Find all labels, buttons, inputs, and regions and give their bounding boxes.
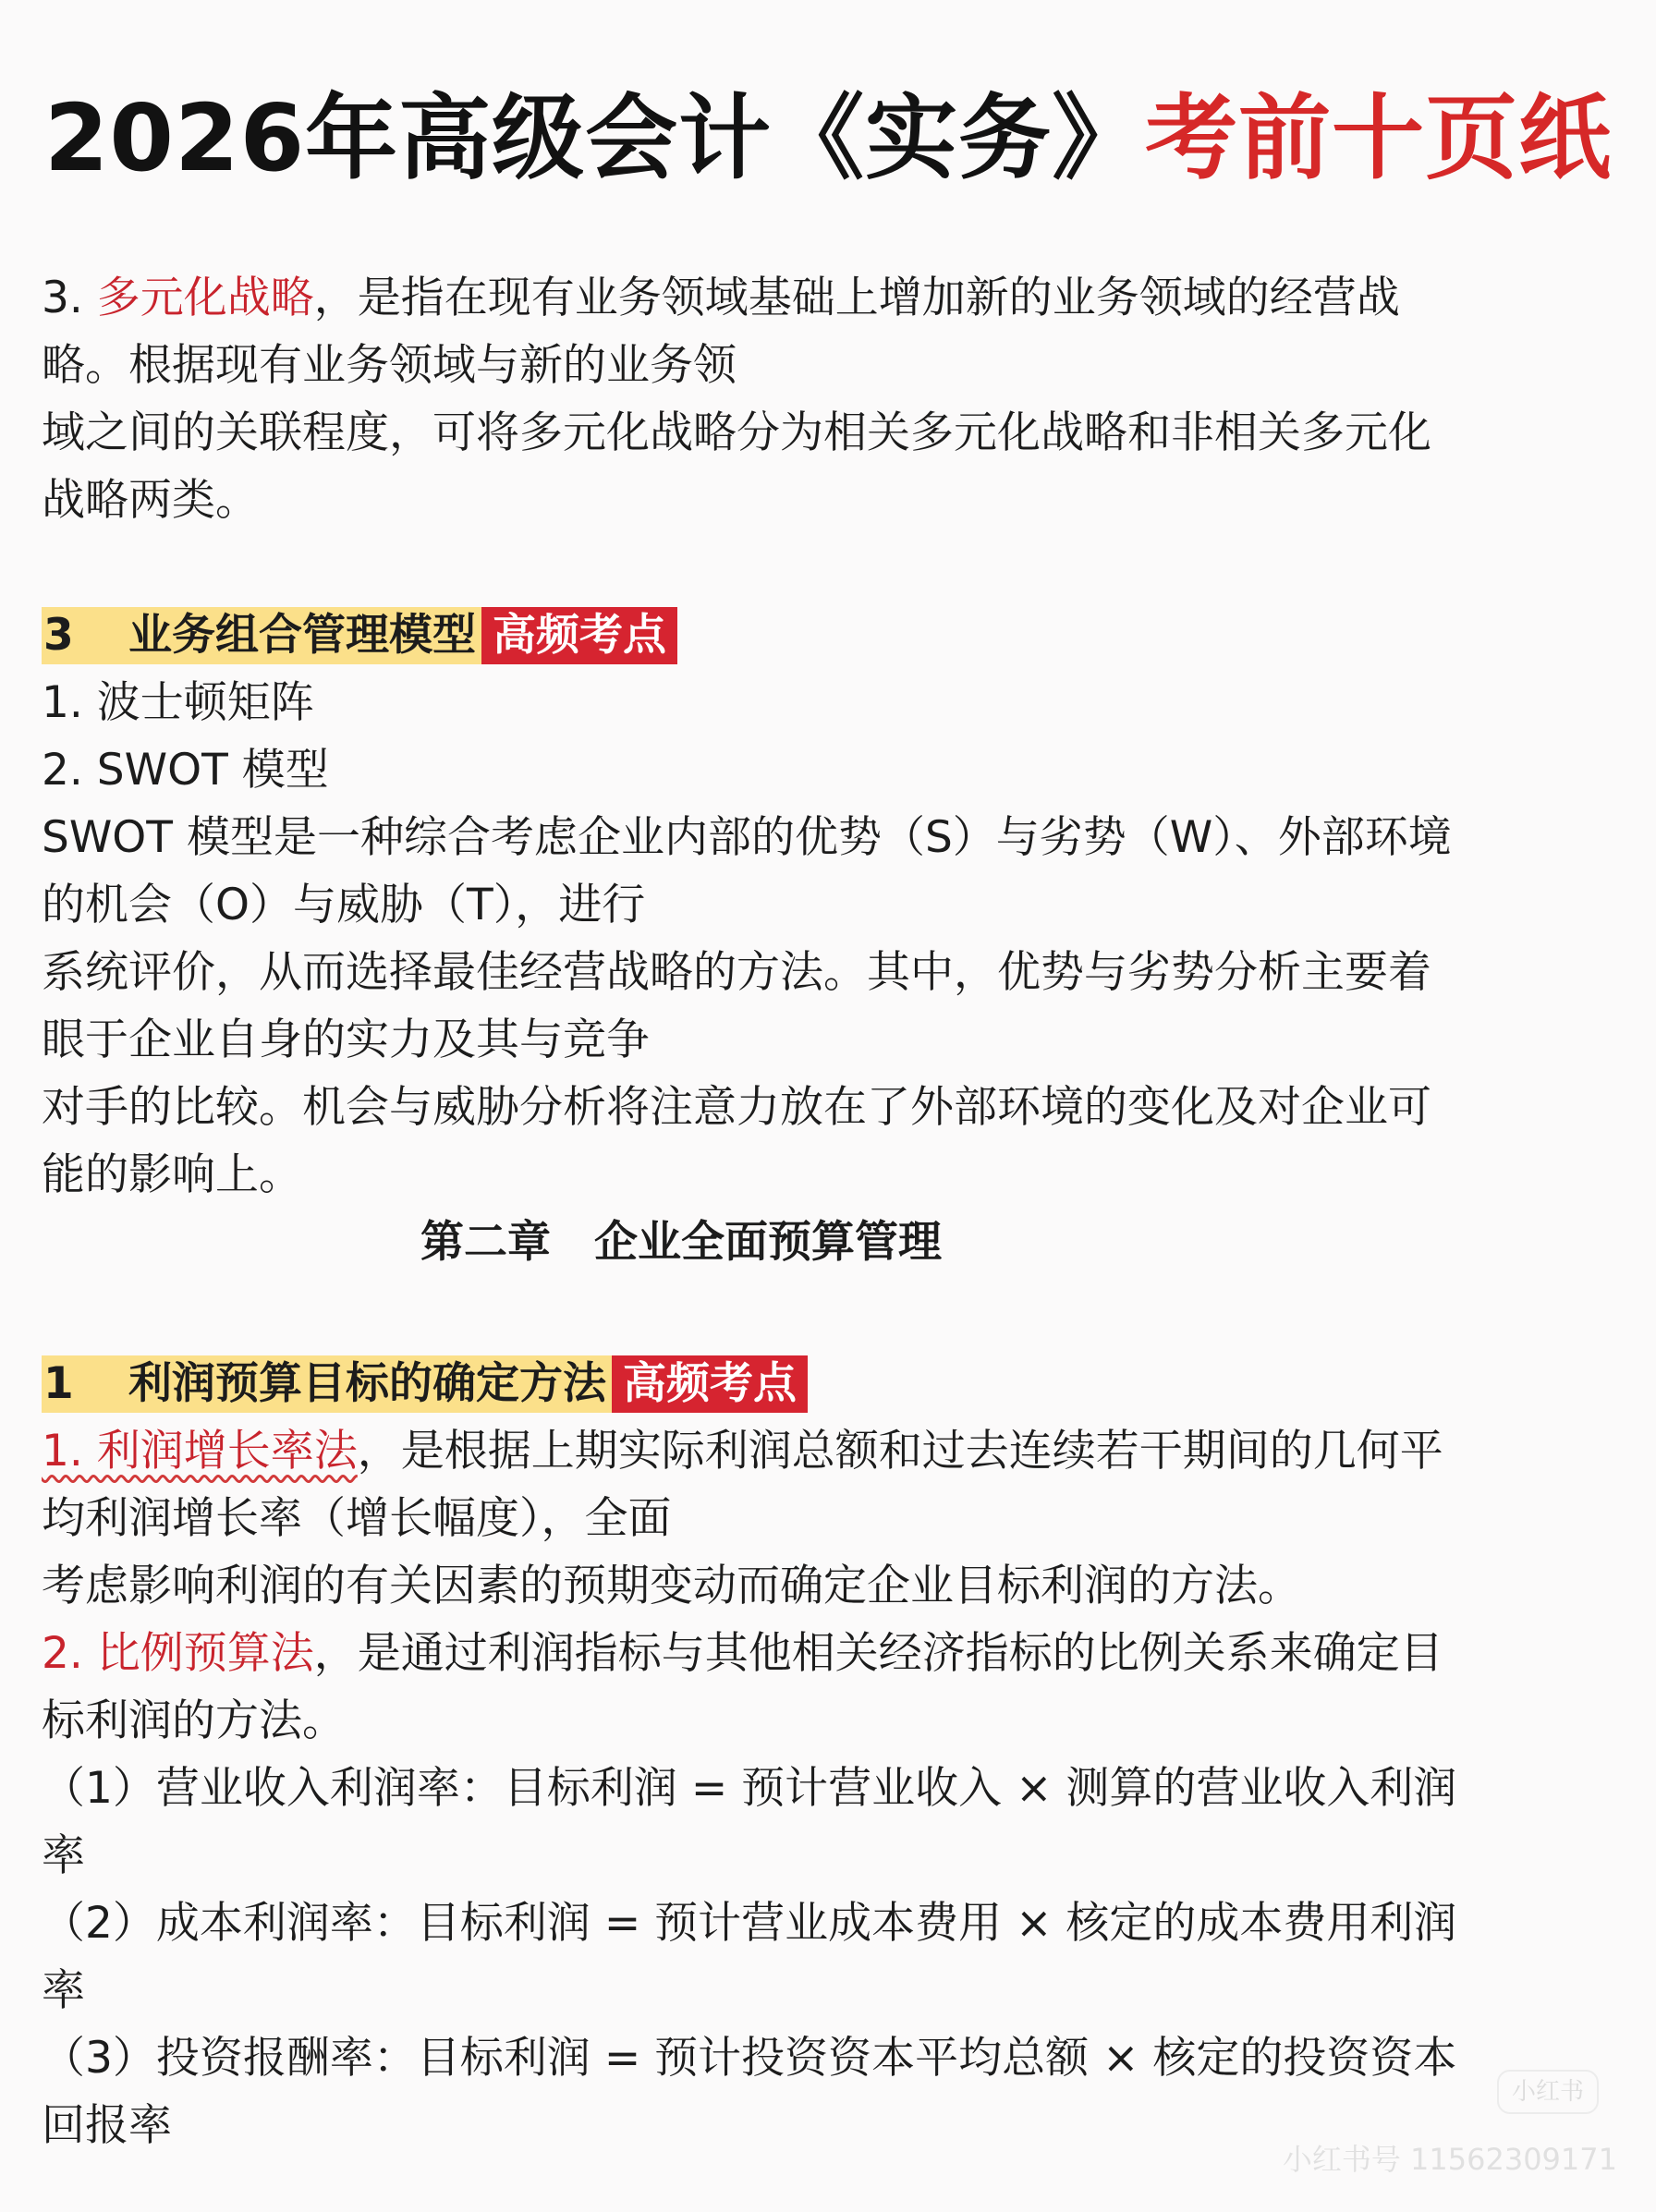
paragraph-line: 3. 多元化战略，是指在现有业务领域基础上增加新的业务领域的经营战 — [42, 273, 1400, 323]
document-body — [42, 264, 1622, 2159]
spacer — [42, 1313, 1622, 1350]
paragraph-line: 标利润的方法。 — [42, 1695, 346, 1746]
paragraph-line: 2. 比例预算法，是通过利润指标与其他相关经济指标的比例关系来确定目 — [42, 1628, 1443, 1679]
section-heading — [42, 1350, 1622, 1417]
highlight-term: 多元化战略 — [96, 273, 314, 323]
formula-line: （3）投资报酬率：目标利润 = 预计投资资本平均总额 × 核定的投资资本 — [42, 2033, 1457, 2084]
paragraph-line: 略。根据现有业务领域与新的业务领 — [42, 340, 737, 391]
paragraph-line: 能的影响上。 — [42, 1149, 302, 1200]
paragraph-line: SWOT 模型是一种综合考虑企业内部的优势（S）与劣势（W）、外部环境 — [42, 812, 1452, 863]
chapter-heading: 第二章 企业全面预算管理 — [420, 1217, 942, 1268]
paragraph-line: 的机会（O）与威胁（T），进行 — [42, 880, 646, 930]
paragraph-line: 眼于企业自身的实力及其与竞争 — [42, 1015, 650, 1065]
highlight-term: 2. 比例预算法 — [42, 1628, 314, 1679]
highlight-term: 1. 利润增长率法 — [42, 1426, 358, 1477]
section-title: 1 利润预算目标的确定方法 — [42, 1355, 612, 1413]
paragraph-line: 域之间的关联程度，可将多元化战略分为相关多元化战略和非相关多元化 — [42, 407, 1431, 458]
frequency-badge: 高频考点 — [612, 1355, 808, 1413]
paragraph-line: 均利润增长率（增长幅度），全面 — [42, 1493, 672, 1544]
paragraph-line: 1. 波士顿矩阵 — [42, 677, 314, 728]
section-heading — [42, 602, 1622, 669]
spacer — [42, 1276, 1622, 1313]
formula-line: （2）成本利润率：目标利润 = 预计营业成本费用 × 核定的成本费用利润 — [42, 1898, 1457, 1949]
formula-line: 率 — [42, 1830, 85, 1881]
paragraph-line: 战略两类。 — [42, 475, 259, 526]
section-title: 3 业务组合管理模型 — [42, 607, 481, 664]
spacer — [42, 534, 1622, 602]
formula-line: 回报率 — [42, 2100, 172, 2151]
paragraph-line: 对手的比较。机会与威胁分析将注意力放在了外部环境的变化及对企业可 — [42, 1082, 1431, 1133]
paragraph-line: 考虑影响利润的有关因素的预期变动而确定企业目标利润的方法。 — [42, 1561, 1301, 1611]
page-title — [0, 79, 1656, 199]
title-main: 2026年高级会计《实务》 — [43, 84, 1146, 192]
paragraph-line: 系统评价，从而选择最佳经营战略的方法。其中，优势与劣势分析主要着 — [42, 947, 1431, 998]
watermark-logo: 小红书 — [1497, 2070, 1599, 2114]
paragraph-line: 1. 利润增长率法，是根据上期实际利润总额和过去连续若干期间的几何平 — [42, 1426, 1443, 1477]
paragraph-line: 2. SWOT 模型 — [42, 745, 329, 796]
title-accent: 考前十页纸 — [1145, 84, 1613, 192]
formula-line: 率 — [42, 1965, 85, 2016]
formula-line: （1）营业收入利润率：目标利润 = 预计营业收入 × 测算的营业收入利润 — [42, 1763, 1457, 1814]
watermark-id: 小红书号 11562309171 — [1282, 2142, 1617, 2177]
frequency-badge: 高频考点 — [481, 607, 677, 664]
